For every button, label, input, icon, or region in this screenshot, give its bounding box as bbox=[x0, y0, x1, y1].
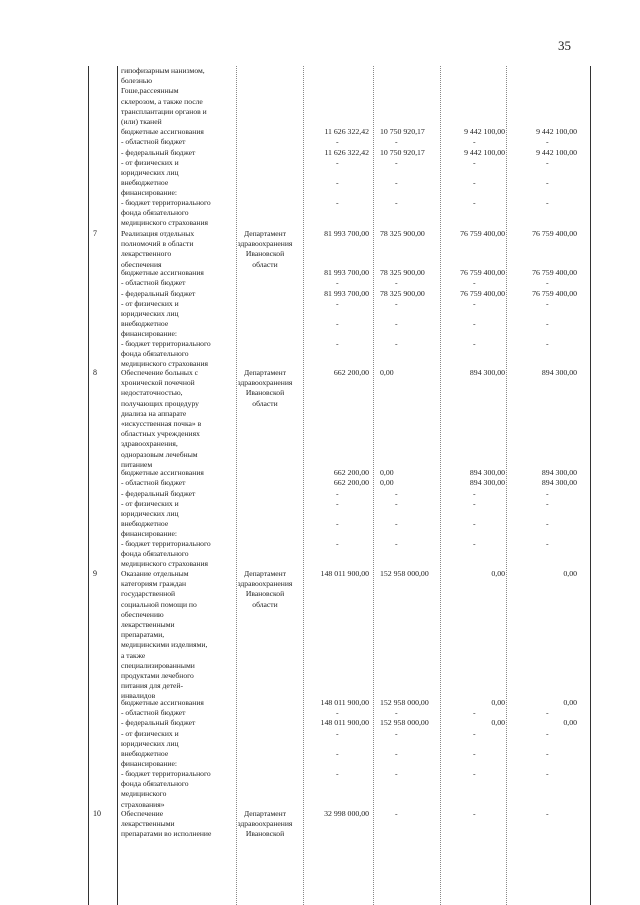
value-cell: 76 759 400,00 bbox=[532, 229, 577, 238]
value-cell: - bbox=[395, 729, 398, 738]
value-cell: 894 300,00 bbox=[541, 468, 577, 477]
value-cell: 148 011 900,00 bbox=[320, 569, 369, 578]
value-cell: - bbox=[473, 158, 476, 167]
value-cell: - bbox=[473, 178, 476, 187]
row-name: - бюджет территориального фонда обязательного медицинского страхования bbox=[121, 198, 211, 228]
column-divider bbox=[117, 66, 118, 905]
row-number: 8 bbox=[93, 368, 97, 377]
value-cell: - bbox=[546, 299, 549, 308]
value-cell: - bbox=[473, 489, 476, 498]
value-cell: - bbox=[546, 519, 549, 528]
value-cell: - bbox=[336, 708, 339, 717]
row-number: 9 bbox=[93, 569, 97, 578]
value-cell: - bbox=[395, 519, 398, 528]
executor: Департамент здравоохранения Ивановской области bbox=[237, 229, 293, 269]
value-cell: 81 993 700,00 bbox=[324, 289, 369, 298]
value-cell: 148 011 900,00 bbox=[320, 718, 369, 727]
value-cell: - bbox=[395, 749, 398, 758]
value-cell: - bbox=[336, 339, 339, 348]
value-cell: 9 442 100,00 bbox=[536, 127, 577, 136]
executor: Департамент здравоохранения Ивановской области bbox=[237, 569, 293, 609]
value-cell: - bbox=[473, 299, 476, 308]
value-cell: - bbox=[336, 137, 339, 146]
value-cell: 81 993 700,00 bbox=[324, 229, 369, 238]
value-cell: 662 200,00 bbox=[333, 368, 369, 377]
column-divider bbox=[373, 66, 374, 905]
row-name: - бюджет территориального фонда обязательного медицинского страхования bbox=[121, 539, 211, 569]
value-cell: - bbox=[336, 539, 339, 548]
value-cell: - bbox=[395, 769, 398, 778]
value-cell: - bbox=[395, 499, 398, 508]
value-cell: - bbox=[336, 749, 339, 758]
value-cell: - bbox=[336, 769, 339, 778]
value-cell: 11 626 322,42 bbox=[324, 127, 369, 136]
value-cell: 0,00 bbox=[563, 698, 577, 707]
value-cell: - bbox=[473, 319, 476, 328]
row-name: - от физических и юридических лиц bbox=[121, 729, 179, 749]
value-cell: - bbox=[546, 339, 549, 348]
value-cell: 0,00 bbox=[563, 718, 577, 727]
value-cell: - bbox=[336, 158, 339, 167]
value-cell: 894 300,00 bbox=[469, 468, 505, 477]
row-number: 7 bbox=[93, 229, 97, 238]
value-cell: 10 750 920,17 bbox=[380, 127, 425, 136]
value-cell: - bbox=[546, 158, 549, 167]
value-cell: 10 750 920,17 bbox=[380, 148, 425, 157]
value-cell: - bbox=[395, 319, 398, 328]
value-cell: 0,00 bbox=[491, 698, 505, 707]
value-cell: 81 993 700,00 bbox=[324, 268, 369, 277]
value-cell: - bbox=[473, 519, 476, 528]
value-cell: 662 200,00 bbox=[333, 478, 369, 487]
row-name: - федеральный бюджет bbox=[121, 718, 196, 727]
value-cell: 78 325 900,00 bbox=[380, 229, 425, 238]
value-cell: - bbox=[336, 519, 339, 528]
value-cell: - bbox=[546, 278, 549, 287]
row-name: бюджетные ассигнования bbox=[121, 127, 204, 136]
value-cell: - bbox=[336, 299, 339, 308]
column-divider bbox=[440, 66, 441, 905]
value-cell: - bbox=[395, 198, 398, 207]
row-name: внебюджетное финансирование: bbox=[121, 519, 177, 539]
row-name: гипофизарным нанизмом, болезнью Гоше,рассеянным склерозом, а также после трансплантации органов и (или) тканей bbox=[121, 66, 207, 127]
value-cell: 76 759 400,00 bbox=[532, 268, 577, 277]
value-cell: - bbox=[336, 278, 339, 287]
row-name: бюджетные ассигнования bbox=[121, 468, 204, 477]
value-cell: 148 011 900,00 bbox=[320, 698, 369, 707]
value-cell: - bbox=[336, 319, 339, 328]
value-cell: - bbox=[546, 489, 549, 498]
value-cell: - bbox=[395, 708, 398, 717]
value-cell: 78 325 900,00 bbox=[380, 268, 425, 277]
value-cell: 894 300,00 bbox=[469, 478, 505, 487]
row-name: - областной бюджет bbox=[121, 137, 186, 146]
value-cell: 32 998 000,00 bbox=[324, 809, 369, 818]
value-cell: 76 759 400,00 bbox=[532, 289, 577, 298]
value-cell: 152 958 000,00 bbox=[380, 698, 429, 707]
value-cell: 894 300,00 bbox=[541, 478, 577, 487]
value-cell: 0,00 bbox=[380, 468, 394, 477]
row-name: внебюджетное финансирование: bbox=[121, 319, 177, 339]
value-cell: - bbox=[336, 198, 339, 207]
value-cell: - bbox=[473, 198, 476, 207]
value-cell: - bbox=[336, 178, 339, 187]
row-name: Обеспечение больных с хронической почечной недостаточностью, получающих процедуру диализа на аппарате «искусственная почка» в областных учреждениях здравоохранения, одноразовым лечебным питанием bbox=[121, 368, 202, 469]
value-cell: - bbox=[336, 499, 339, 508]
value-cell: - bbox=[395, 278, 398, 287]
row-name: - от физических и юридических лиц bbox=[121, 299, 179, 319]
value-cell: 0,00 bbox=[380, 368, 394, 377]
value-cell: - bbox=[473, 769, 476, 778]
row-name: Оказание отдельным категориям граждан государственной социальной помощи по обеспечению лекарственными препаратами, медицинскими изделиями, а также специализированными продуктами лечебного питания для детей- инвалидов bbox=[121, 569, 208, 701]
value-cell: - bbox=[546, 319, 549, 328]
value-cell: 152 958 000,00 bbox=[380, 569, 429, 578]
value-cell: 76 759 400,00 bbox=[460, 268, 505, 277]
value-cell: - bbox=[546, 499, 549, 508]
value-cell: 0,00 bbox=[491, 718, 505, 727]
row-name: - от физических и юридических лиц bbox=[121, 499, 179, 519]
value-cell: - bbox=[473, 499, 476, 508]
value-cell: 152 958 000,00 bbox=[380, 718, 429, 727]
value-cell: 662 200,00 bbox=[333, 468, 369, 477]
value-cell: - bbox=[473, 137, 476, 146]
value-cell: 0,00 bbox=[380, 478, 394, 487]
value-cell: - bbox=[546, 539, 549, 548]
value-cell: - bbox=[546, 708, 549, 717]
value-cell: - bbox=[395, 178, 398, 187]
row-name: внебюджетное финансирование: bbox=[121, 178, 177, 198]
value-cell: - bbox=[395, 299, 398, 308]
value-cell: - bbox=[473, 809, 476, 818]
value-cell: 894 300,00 bbox=[469, 368, 505, 377]
row-name: - областной бюджет bbox=[121, 708, 186, 717]
value-cell: - bbox=[336, 489, 339, 498]
value-cell: - bbox=[395, 137, 398, 146]
row-name: - областной бюджет bbox=[121, 478, 186, 487]
value-cell: - bbox=[546, 729, 549, 738]
value-cell: 11 626 322,42 bbox=[324, 148, 369, 157]
row-name: Обеспечение лекарственными препаратами во исполнение bbox=[121, 809, 212, 839]
row-name: бюджетные ассигнования bbox=[121, 268, 204, 277]
value-cell: - bbox=[473, 539, 476, 548]
row-number: 10 bbox=[93, 809, 101, 818]
value-cell: - bbox=[336, 729, 339, 738]
value-cell: - bbox=[546, 809, 549, 818]
value-cell: 0,00 bbox=[491, 569, 505, 578]
value-cell: - bbox=[395, 339, 398, 348]
column-divider bbox=[506, 66, 507, 905]
value-cell: 0,00 bbox=[563, 569, 577, 578]
row-name: - федеральный бюджет bbox=[121, 489, 196, 498]
value-cell: 9 442 100,00 bbox=[464, 148, 505, 157]
value-cell: - bbox=[395, 809, 398, 818]
value-cell: 76 759 400,00 bbox=[460, 289, 505, 298]
column-divider bbox=[303, 66, 304, 905]
executor: Департамент здравоохранения Ивановской bbox=[237, 809, 293, 839]
table-border-left bbox=[88, 66, 89, 905]
row-name: - бюджет территориального фонда обязательного медицинского страхования» bbox=[121, 769, 211, 809]
row-name: - федеральный бюджет bbox=[121, 289, 196, 298]
value-cell: - bbox=[546, 198, 549, 207]
row-name: - федеральный бюджет bbox=[121, 148, 196, 157]
value-cell: - bbox=[546, 749, 549, 758]
row-name: внебюджетное финансирование: bbox=[121, 749, 177, 769]
value-cell: - bbox=[395, 158, 398, 167]
page-number: 35 bbox=[558, 38, 571, 53]
value-cell: 894 300,00 bbox=[541, 368, 577, 377]
value-cell: - bbox=[473, 749, 476, 758]
value-cell: - bbox=[395, 539, 398, 548]
value-cell: - bbox=[473, 708, 476, 717]
value-cell: - bbox=[546, 137, 549, 146]
row-name: - областной бюджет bbox=[121, 278, 186, 287]
row-name: - бюджет территориального фонда обязательного медицинского страхования bbox=[121, 339, 211, 369]
value-cell: 78 325 900,00 bbox=[380, 289, 425, 298]
executor: Департамент здравоохранения Ивановской области bbox=[237, 368, 293, 408]
value-cell: - bbox=[546, 769, 549, 778]
value-cell: 76 759 400,00 bbox=[460, 229, 505, 238]
value-cell: 9 442 100,00 bbox=[464, 127, 505, 136]
value-cell: - bbox=[473, 729, 476, 738]
table-border-right bbox=[590, 66, 591, 905]
value-cell: - bbox=[473, 339, 476, 348]
value-cell: - bbox=[546, 178, 549, 187]
row-name: - от физических и юридических лиц bbox=[121, 158, 179, 178]
value-cell: 9 442 100,00 bbox=[536, 148, 577, 157]
row-name: бюджетные ассигнования bbox=[121, 698, 204, 707]
value-cell: - bbox=[395, 489, 398, 498]
value-cell: - bbox=[473, 278, 476, 287]
row-name: Реализация отдельных полномочий в области лекарственного обеспечения bbox=[121, 229, 195, 269]
